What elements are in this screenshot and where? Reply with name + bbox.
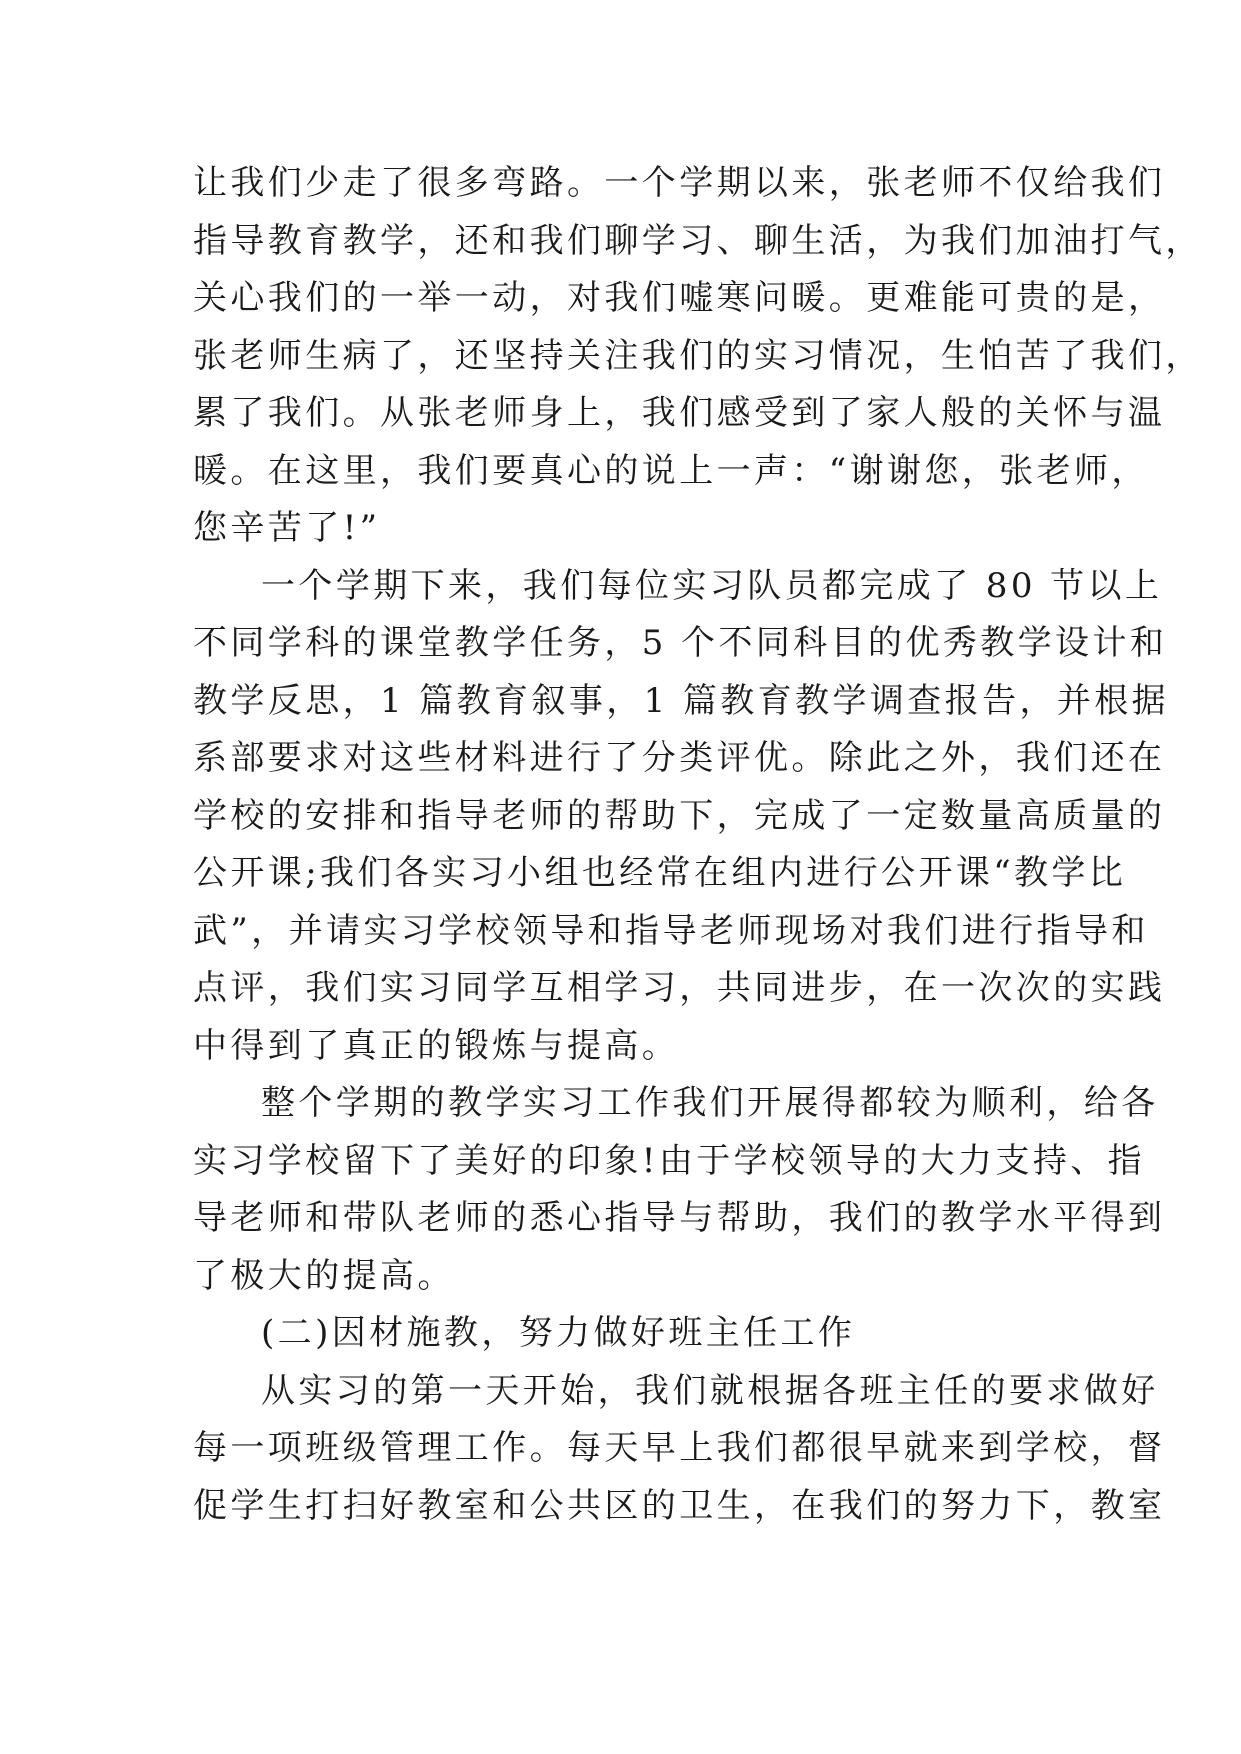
paragraph-first-line: 整个学期的教学实习工作我们开展得都较为顺利，给各 [261,1083,1159,1123]
paragraph-first-line: 从实习的第一天开始，我们就根据各班主任的要求做好 [261,1370,1159,1411]
text-line: 导老师和带队老师的悉心指导与帮助，我们的教学水平得到 [193,1198,1166,1238]
text-line: 点评，我们实习同学互相学习，共同进步，在一次次的实践 [193,968,1166,1008]
text-line: 实习学校留下了美好的印象!由于学校领导的大力支持、指 [193,1140,1146,1181]
text-line: 教学反思，1 篇教育叙事，1 篇教育教学调查报告，并根据 [193,680,1170,721]
paragraph-first-line: 一个学期下来，我们每位实习队员都完成了 80 节以上 [261,565,1163,606]
text-line: 累了我们。从张老师身上，我们感受到了家人般的关怀与温 [193,393,1166,433]
text-line: 学校的安排和指导老师的帮助下，完成了一定数量高质量的 [193,795,1166,836]
body-text [193,155,1203,1535]
text-line: 中得到了真正的锻炼与提高。 [193,1025,680,1066]
text-line: 公开课;我们各实习小组也经常在组内进行公开课“教学比 [193,853,1127,893]
text-line: 每一项班级管理工作。每天早上我们都很早就来到学校，督 [193,1428,1166,1468]
text-line: 了极大的提高。 [193,1255,455,1296]
paragraph-first-line: (二)因材施教，努力做好班主任工作 [261,1313,856,1353]
text-line: 暖。在这里，我们要真心的说上一声：“谢谢您，张老师， [193,450,1149,491]
text-line: 武”，并请实习学校领导和指导老师现场对我们进行指导和 [193,910,1149,951]
text-line: 系部要求对这些材料进行了分类评优。除此之外，我们还在 [193,738,1166,778]
text-line: 指导教育教学，还和我们聊学习、聊生活，为我们加油打气， [193,220,1203,261]
text-line: 关心我们的一举一动，对我们嘘寒问暖。更难能可贵的是， [193,278,1166,318]
text-line: 张老师生病了，还坚持关注我们的实习情况，生怕苦了我们， [193,335,1203,376]
text-line: 不同学科的课堂教学任务，5 个不同科目的优秀教学设计和 [193,623,1168,663]
text-line: 让我们少走了很多弯路。一个学期以来，张老师不仅给我们 [193,163,1166,203]
text-line: 您辛苦了!” [193,508,381,548]
text-line: 促学生打扫好教室和公共区的卫生，在我们的努力下，教室 [193,1485,1166,1526]
